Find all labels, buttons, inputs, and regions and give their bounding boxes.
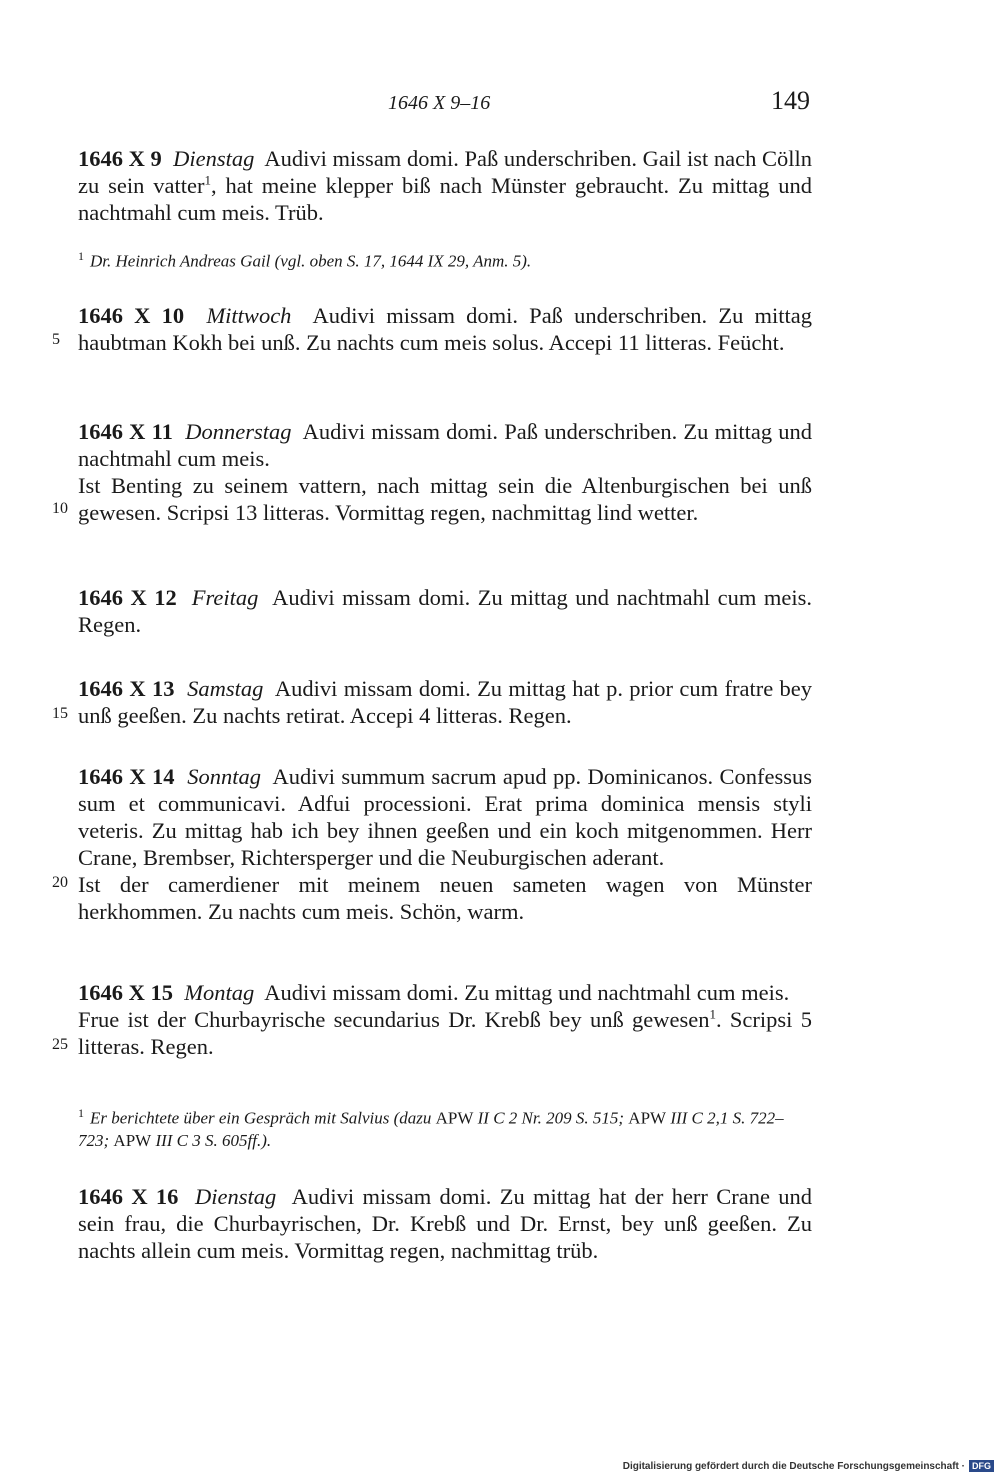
line-number: 20	[52, 874, 68, 891]
line-number: 25	[52, 1036, 68, 1053]
footnote-ref: 1	[709, 1006, 716, 1022]
diary-entry	[78, 145, 812, 226]
line-number: 15	[52, 705, 68, 722]
dfg-credit	[623, 1460, 994, 1472]
entry-text: . Scripsi 5 litteras. Regen.	[78, 1007, 812, 1059]
footnote-text: Dr. Heinrich Andreas Gail (vgl. oben S. 17, 1644 IX 29, Anm. 5).	[90, 251, 532, 271]
diary-entry	[78, 763, 812, 925]
entry-text: Audivi missam domi. Zu mittag und nachtmahl cum meis. Regen.	[78, 585, 812, 637]
entry-date: 1646 X 15	[78, 980, 173, 1005]
diary-entry	[78, 418, 812, 526]
entry-date: 1646 X 13	[78, 676, 175, 701]
entry-day: Dienstag	[173, 146, 255, 171]
footnote-text: Er berichtete über ein Gespräch mit Salvius (dazu	[90, 1108, 436, 1128]
entry-day: Donnerstag	[185, 419, 292, 444]
entry-day: Sonntag	[187, 764, 262, 789]
footnote-text: III C 3 S. 605ff.).	[151, 1130, 272, 1150]
entry-text: Audivi missam domi. Paß underschriben. Gail ist nach Cölln zu sein vatter	[78, 146, 813, 198]
line-number: 5	[52, 331, 60, 348]
entry-date: 1646 X 16	[78, 1184, 179, 1209]
entry-text: Ist der camerdiener mit meinem neuen sameten wagen von Münster herkhommen. Zu nachts cum meis. Schön, warm.	[78, 872, 812, 924]
entry-day: Dienstag	[195, 1184, 277, 1209]
page-number: 149	[771, 86, 810, 115]
credit-text: Digitalisierung gefördert durch die Deutsche Forschungsgemeinschaft ·	[622, 1460, 965, 1472]
diary-entry	[78, 302, 812, 356]
entry-day: Montag	[184, 980, 255, 1005]
footnote-number: 1	[78, 249, 84, 263]
entry-date: 1646 X 9	[78, 146, 162, 171]
entry-text: Audivi summum sacrum apud pp. Dominicanos. Confessus sum et communicavi. Adfui processioni. Erat prima dominica mensis styli veteris. Zu mittag hab ich bey ihnen geeßen und ein koch mitgenommen. Herr Crane, Brembser, Richtersperger und die Neuburgischen aderant.	[78, 764, 812, 870]
footnote	[78, 245, 812, 273]
line-number: 10	[52, 500, 68, 517]
footnote-abbrev: APW	[435, 1108, 474, 1128]
entry-text: Audivi missam domi. Zu mittag hat der herr Crane und sein frau, die Churbayrischen, Dr. Krebß und Dr. Ernst, bey unß geeßen. Zu nachts allein cum meis. Vormittag regen, nachmittag trüb.	[78, 1184, 813, 1263]
entry-text: Ist Benting zu seinem vattern, nach mittag sein die Altenburgischen bei unß gewesen. Scripsi 13 litteras. Vormittag regen, nachmittag lind wetter.	[78, 473, 812, 525]
footnote-abbrev: APW	[628, 1108, 667, 1128]
entry-day: Samstag	[187, 676, 264, 701]
footnote	[78, 1102, 812, 1152]
diary-entry	[78, 1183, 812, 1264]
footnote-ref: 1	[204, 172, 211, 188]
footnote-text: III C 2,1 S. 722–723;	[78, 1108, 784, 1150]
entry-date: 1646 X 14	[78, 764, 175, 789]
diary-entry	[78, 675, 812, 729]
entry-text: Audivi missam domi. Paß underschriben. Zu mittag haubtman Kokh bei unß. Zu nachts cum meis solus. Accepi 11 litteras. Feücht.	[78, 303, 813, 355]
entry-text: Frue ist der Churbayrische secundarius Dr. Krebß bey unß gewesen	[78, 1007, 710, 1032]
footnote-number: 1	[78, 1106, 84, 1120]
diary-entry	[78, 584, 812, 638]
dfg-logo: DFG	[969, 1460, 994, 1472]
running-title: 1646 X 9–16	[388, 92, 491, 114]
entry-text: Audivi missam domi. Paß underschriben. Zu mittag und nachtmahl cum meis.	[78, 419, 812, 471]
entry-date: 1646 X 12	[78, 585, 177, 610]
footnote-abbrev: APW	[113, 1130, 152, 1150]
entry-text: Audivi missam domi. Zu mittag und nachtmahl cum meis.	[264, 980, 790, 1005]
entry-text: Audivi missam domi. Zu mittag hat p. prior cum fratre bey unß geeßen. Zu nachts retirat. Accepi 4 litteras. Regen.	[78, 676, 813, 728]
entry-day: Mittwoch	[206, 303, 292, 328]
entry-date: 1646 X 11	[78, 419, 173, 444]
diary-entry	[78, 979, 812, 1060]
entry-day: Freitag	[191, 585, 259, 610]
footnote-text: II C 2 Nr. 209 S. 515;	[473, 1108, 629, 1128]
entry-text: , hat meine klepper biß nach Münster gebraucht. Zu mittag und nachtmahl cum meis. Trüb.	[78, 173, 813, 225]
entry-date: 1646 X 10	[78, 303, 185, 328]
